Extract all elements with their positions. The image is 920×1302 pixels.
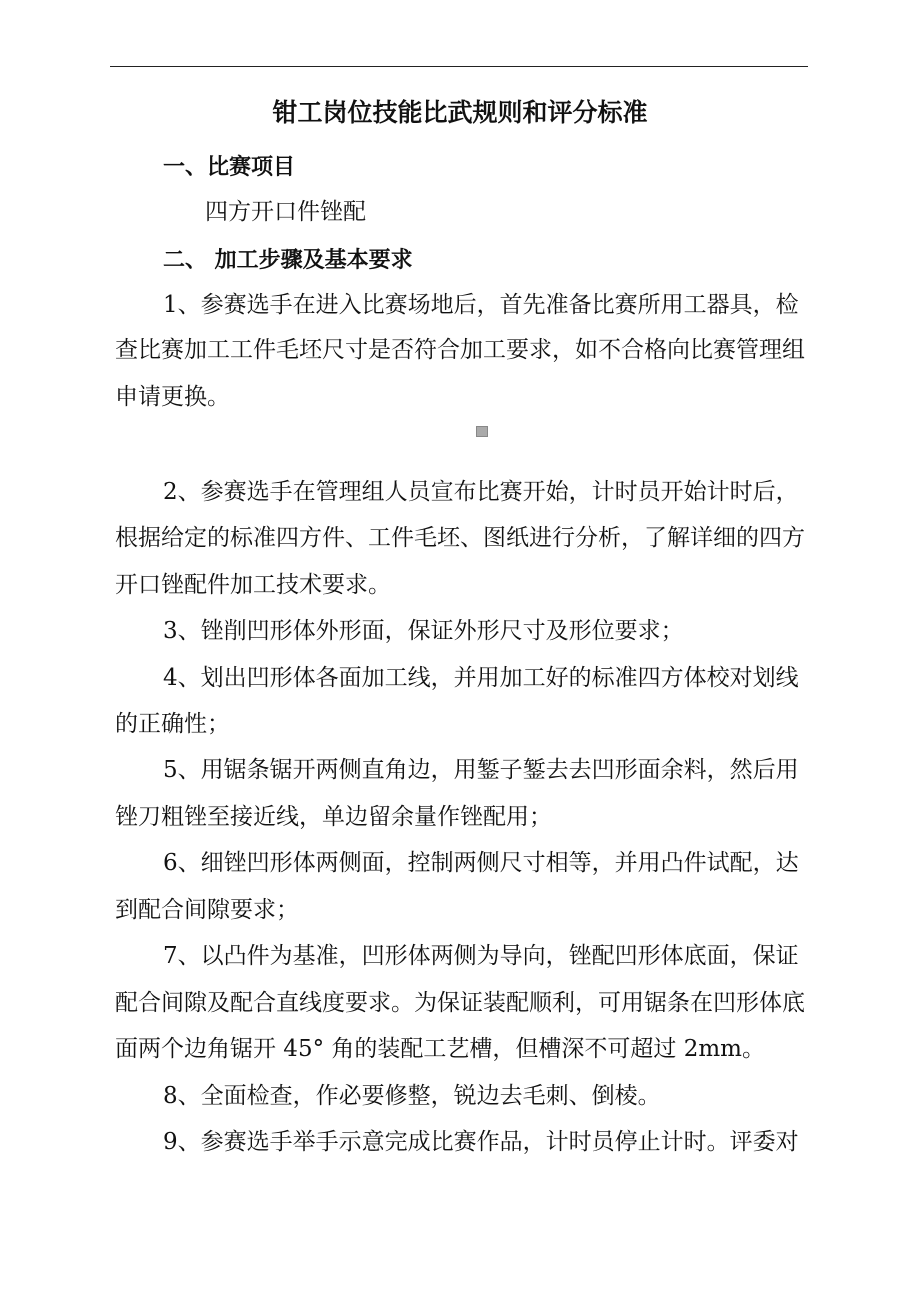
body-text-line: 6、细锉凹形体两侧面，控制两侧尺寸相等，并用凸件试配，达 — [163, 850, 799, 876]
body-text-line: 7、以凸件为基准，凹形体两侧为导向，锉配凹形体底面，保证 — [163, 943, 799, 969]
body-text-line: 的正确性； — [115, 711, 230, 737]
body-text-line: 申请更换。 — [115, 384, 230, 410]
body-text-line: 查比赛加工工件毛坯尺寸是否符合加工要求，如不合格向比赛管理组 — [115, 337, 805, 363]
document-title: 钳工岗位技能比武规则和评分标准 — [272, 98, 648, 127]
section-heading-1: 一、比赛项目 — [163, 154, 296, 180]
body-text-line: 9、参赛选手举手示意完成比赛作品，计时员停止计时。评委对 — [163, 1129, 799, 1155]
section-1-content: 四方开口件锉配 — [205, 199, 366, 225]
body-text-line: 2、参赛选手在管理组人员宣布比赛开始，计时员开始计时后， — [163, 479, 799, 505]
body-text-line: 配合间隙及配合直线度要求。为保证装配顺利，可用锯条在凹形体底 — [115, 990, 805, 1016]
body-text-line: 开口锉配件加工技术要求。 — [115, 572, 391, 598]
body-text-line: 根据给定的标准四方件、工件毛坯、图纸进行分析，了解详细的四方 — [115, 525, 805, 551]
body-text-line: 3、锉削凹形体外形面，保证外形尺寸及形位要求； — [163, 618, 684, 644]
body-text-line: 到配合间隙要求； — [115, 897, 299, 923]
image-placeholder-icon — [476, 426, 488, 437]
section-heading-2: 二、 加工步骤及基本要求 — [163, 247, 413, 273]
body-text-line: 锉刀粗锉至接近线，单边留余量作锉配用； — [115, 804, 552, 830]
header-rule — [110, 66, 808, 67]
body-text-line: 面两个边角锯开 45° 角的装配工艺槽，但槽深不可超过 2mm。 — [115, 1036, 765, 1062]
body-text-line: 8、全面检查，作必要修整，锐边去毛刺、倒棱。 — [163, 1083, 661, 1109]
body-text-line: 5、用锯条锯开两侧直角边，用錾子錾去去凹形面余料，然后用 — [163, 757, 799, 783]
body-text-line: 1、参赛选手在进入比赛场地后，首先准备比赛所用工器具，检 — [163, 292, 799, 318]
body-text-line: 4、划出凹形体各面加工线，并用加工好的标准四方体校对划线 — [163, 665, 799, 691]
